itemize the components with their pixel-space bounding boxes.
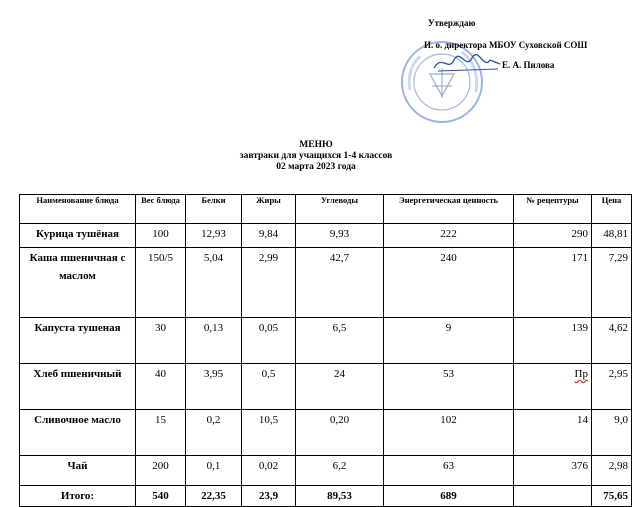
menu-subtitle: завтраки для учащихся 1-4 классов xyxy=(239,151,393,161)
dish-price: 4,62 xyxy=(592,318,632,364)
total-row xyxy=(20,486,632,507)
dish-weight: 200 xyxy=(136,456,186,486)
dish-carbs: 42,7 xyxy=(296,248,384,318)
approval-role: И. о. директора МБОУ Суховской СОШ xyxy=(424,40,588,50)
table-row xyxy=(20,456,632,486)
table-row xyxy=(20,364,632,410)
dish-price: 2,95 xyxy=(592,364,632,410)
menu-date: 02 марта 2023 года xyxy=(276,162,356,172)
dish-weight: 150/5 xyxy=(136,248,186,318)
total-energy: 689 xyxy=(384,486,514,507)
dish-fat: 0,05 xyxy=(242,318,296,364)
menu-title: МЕНЮ xyxy=(299,140,333,150)
dish-protein: 0,2 xyxy=(186,410,242,456)
dish-protein: 0,13 xyxy=(186,318,242,364)
approval-name: Е. А. Пилова xyxy=(502,60,555,70)
dish-name: Каша пшеничная с маслом xyxy=(20,248,136,318)
dish-name: Капуста тушеная xyxy=(20,318,136,364)
dish-fat: 9,84 xyxy=(242,224,296,248)
dish-fat: 0,02 xyxy=(242,456,296,486)
dish-fat: 0,5 xyxy=(242,364,296,410)
menu-heading xyxy=(0,140,632,173)
dish-recipe-cell xyxy=(514,364,592,410)
dish-protein: 3,95 xyxy=(186,364,242,410)
dish-recipe: 139 xyxy=(514,318,592,364)
dish-energy: 63 xyxy=(384,456,514,486)
dish-name: Сливочное масло xyxy=(20,410,136,456)
dish-energy: 240 xyxy=(384,248,514,318)
dish-weight: 100 xyxy=(136,224,186,248)
dish-weight: 30 xyxy=(136,318,186,364)
approval-label: Утверждаю xyxy=(428,18,476,28)
dish-recipe: 376 xyxy=(514,456,592,486)
dish-price: 48,81 xyxy=(592,224,632,248)
dish-energy: 102 xyxy=(384,410,514,456)
dish-weight: 15 xyxy=(136,410,186,456)
total-fat: 23,9 xyxy=(242,486,296,507)
menu-table xyxy=(19,194,632,507)
total-weight: 540 xyxy=(136,486,186,507)
dish-name: Чай xyxy=(20,456,136,486)
approval-block xyxy=(384,4,610,124)
table-header-row xyxy=(20,195,632,224)
total-price: 75,65 xyxy=(592,486,632,507)
total-label: Итого: xyxy=(20,486,136,507)
dish-fat: 10,5 xyxy=(242,410,296,456)
header-name: Наименование блюда xyxy=(20,195,136,224)
total-protein: 22,35 xyxy=(186,486,242,507)
table-row xyxy=(20,318,632,364)
dish-protein: 5,04 xyxy=(186,248,242,318)
dish-carbs: 0,20 xyxy=(296,410,384,456)
dish-name: Хлеб пшеничный xyxy=(20,364,136,410)
dish-protein: 12,93 xyxy=(186,224,242,248)
dish-weight: 40 xyxy=(136,364,186,410)
dish-energy: 9 xyxy=(384,318,514,364)
header-fat: Жиры xyxy=(242,195,296,224)
dish-carbs: 6,5 xyxy=(296,318,384,364)
table-row xyxy=(20,248,632,318)
header-carbs: Углеводы xyxy=(296,195,384,224)
signature-icon xyxy=(432,52,502,74)
header-weight: Вес блюда xyxy=(136,195,186,224)
dish-recipe: Пр xyxy=(574,368,588,380)
dish-energy: 222 xyxy=(384,224,514,248)
dish-price: 7,29 xyxy=(592,248,632,318)
dish-name: Курица тушёная xyxy=(20,224,136,248)
table-row xyxy=(20,224,632,248)
header-energy: Энергетическая ценность xyxy=(384,195,514,224)
dish-carbs: 6,2 xyxy=(296,456,384,486)
dish-recipe: 171 xyxy=(514,248,592,318)
dish-energy: 53 xyxy=(384,364,514,410)
dish-price: 9,0 xyxy=(592,410,632,456)
dish-carbs: 24 xyxy=(296,364,384,410)
header-recipe: № рецептуры xyxy=(514,195,592,224)
dish-fat: 2,99 xyxy=(242,248,296,318)
dish-price: 2,98 xyxy=(592,456,632,486)
dish-recipe: 290 xyxy=(514,224,592,248)
total-carbs: 89,53 xyxy=(296,486,384,507)
table-row xyxy=(20,410,632,456)
dish-protein: 0,1 xyxy=(186,456,242,486)
header-protein: Белки xyxy=(186,195,242,224)
dish-carbs: 9,93 xyxy=(296,224,384,248)
header-price: Цена xyxy=(592,195,632,224)
total-recipe xyxy=(514,486,592,507)
dish-recipe: 14 xyxy=(514,410,592,456)
